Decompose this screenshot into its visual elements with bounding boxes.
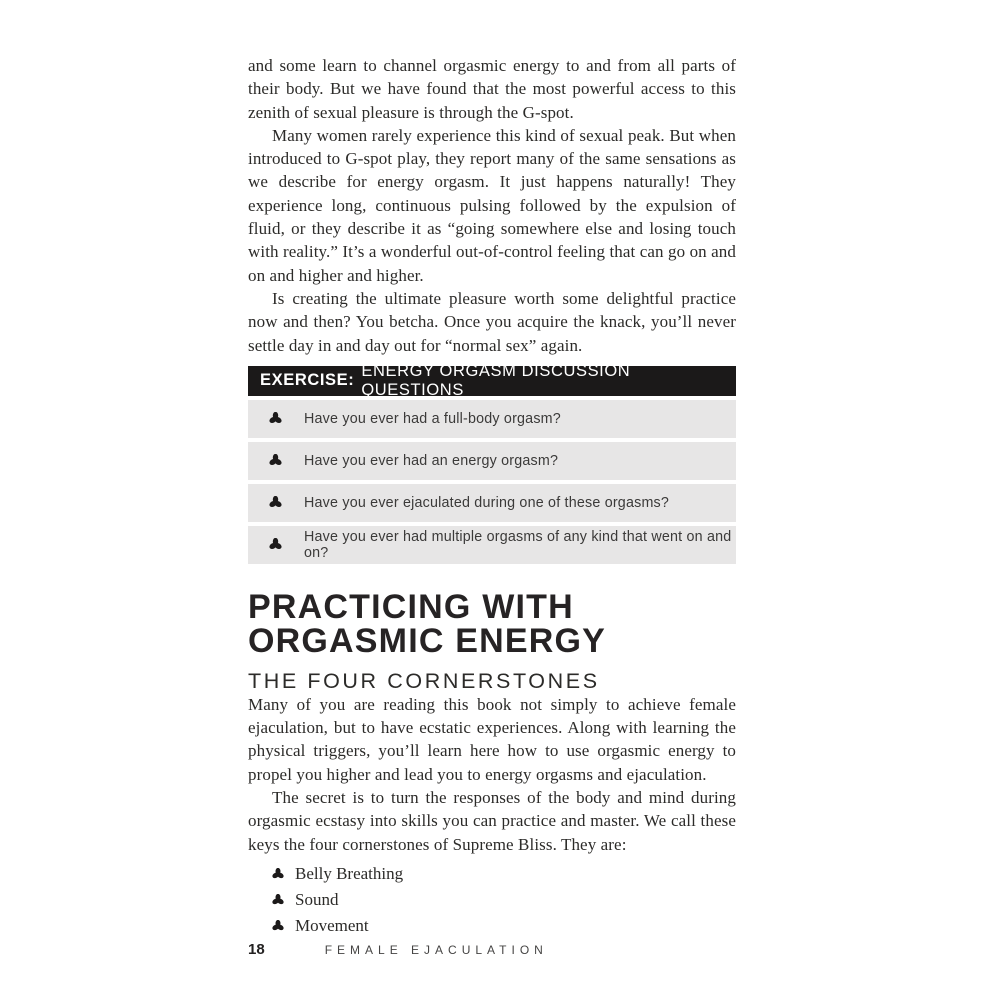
exercise-title: ENERGY ORGASM DISCUSSION QUESTIONS [361, 361, 631, 399]
list-item [272, 861, 736, 887]
trefoil-club-icon [272, 920, 284, 932]
section-heading [248, 587, 736, 660]
section-heading-line1: PRACTICING WITH [248, 587, 574, 626]
exercise-question-row [248, 526, 736, 564]
cornerstone-label: Movement [295, 915, 369, 935]
exercise-question-row [248, 442, 736, 480]
exercise-question: Have you ever ejaculated during one of these orgasms? [304, 494, 670, 511]
exercise-question-row [248, 400, 736, 438]
cornerstones-list [248, 861, 736, 939]
exercise-question-row [248, 484, 736, 522]
exercise-box [248, 361, 736, 564]
body-paragraph: Many women rarely experience this kind of sexual peak. But when introduced to G-spot play, they report many of the same sensations as we describe for energy orgasm. It just happens naturally! They experience long, continuous pulsing followed by the expulsion of fluid, or they describe it as “going somewhere else and losing touch with reality.” It’s a wonderful out-of-control feeling that can go on and on and higher and higher. [248, 125, 736, 285]
page-footer [248, 941, 548, 958]
body-paragraph: Is creating the ultimate pleasure worth some delightful practice now and then? You betcha. Once you acquire the knack, you’ll never settle day in and day out for “normal sex” again. [248, 288, 736, 355]
exercise-label: EXERCISE: [260, 371, 355, 390]
trefoil-club-icon [269, 496, 282, 509]
page-number: 18 [248, 941, 265, 958]
exercise-question: Have you ever had a full-body orgasm? [304, 410, 561, 427]
list-item [272, 887, 736, 913]
exercise-question: Have you ever had an energy orgasm? [304, 452, 559, 469]
cornerstone-label: Belly Breathing [295, 863, 404, 883]
body-paragraph: and some learn to channel orgasmic energy to and from all parts of their body. But we have found that the most powerful access to this zenith of sexual pleasure is through the G-spot. [248, 56, 736, 122]
body-paragraph: Many of you are reading this book not simply to achieve female ejaculation, but to have ecstatic experiences. Along with learning the physical triggers, you’ll learn here how to use orgasmic energy to propel you higher and lead you to energy orgasms and ejaculation. [248, 694, 736, 784]
trefoil-club-icon [272, 894, 284, 906]
body-paragraph: The secret is to turn the responses of the body and mind during orgasmic ecstasy into skills you can practice and master. We call these keys the four cornerstones of Supreme Bliss. They are: [248, 788, 736, 854]
exercise-header-bar [248, 361, 736, 399]
trefoil-club-icon [269, 538, 282, 551]
list-item [272, 913, 736, 939]
exercise-question: Have you ever had multiple orgasms of any kind that went on and on? [304, 528, 732, 561]
trefoil-club-icon [269, 454, 282, 467]
page-content [248, 54, 736, 939]
section-heading-line2: ORGASMIC ENERGY [248, 621, 607, 660]
trefoil-club-icon [272, 868, 284, 880]
sub-heading: THE FOUR CORNERSTONES [248, 668, 600, 693]
cornerstone-label: Sound [295, 889, 339, 909]
trefoil-club-icon [269, 412, 282, 425]
running-title: FEMALE EJACULATION [324, 943, 548, 957]
